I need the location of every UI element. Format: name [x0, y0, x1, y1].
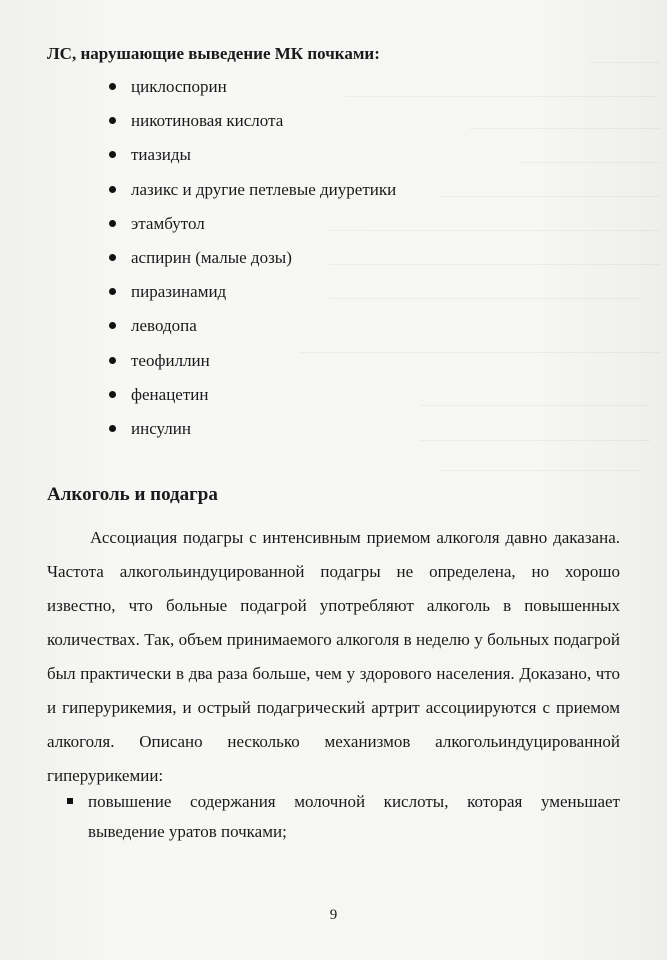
list-item — [107, 280, 396, 314]
bullet-dot-icon — [109, 357, 116, 364]
list-item-text: фенацетин — [131, 384, 209, 404]
list-item — [107, 417, 396, 451]
list-item — [107, 383, 396, 417]
bullet-dot-icon — [109, 254, 116, 261]
bleed-through-line — [420, 440, 650, 441]
bullet-dot-icon — [109, 322, 116, 329]
bullet-dot-icon — [109, 151, 116, 158]
bullet-dot-icon — [109, 391, 116, 398]
list-item — [65, 787, 620, 847]
bleed-through-line — [440, 196, 660, 197]
section-heading: Алкоголь и подагра — [47, 484, 218, 505]
square-bullet-icon — [67, 798, 73, 804]
bleed-through-line — [420, 405, 650, 406]
bleed-through-line — [590, 62, 660, 63]
list-item-text: лазикс и другие петлевые диуретики — [131, 179, 397, 199]
bleed-through-line — [520, 162, 660, 163]
bullet-dot-icon — [109, 288, 116, 295]
list-item-text: инсулин — [131, 418, 191, 438]
list-item-text: пиразинамид — [131, 282, 227, 302]
list-item — [107, 75, 396, 109]
bullet-dot-icon — [109, 425, 116, 432]
list-item-text: никотиновая кислота — [131, 111, 284, 131]
list-item — [107, 246, 396, 280]
bullet-dot-icon — [109, 117, 116, 124]
bullet-dot-icon — [109, 186, 116, 193]
list-item-text: аспирин (малые дозы) — [131, 247, 292, 267]
drugs-list — [107, 75, 396, 451]
list-item — [107, 109, 396, 143]
drugs-section-title: ЛС, нарушающие выведение МК почками: — [47, 44, 380, 63]
bleed-through-line — [470, 128, 660, 129]
list-item — [107, 349, 396, 383]
list-item-text: повышение содержания молочной кислоты, которая уменьшает выведение уратов почками; — [88, 792, 620, 841]
list-item — [107, 178, 396, 212]
body-paragraph: Ассоциация подагры с интенсивным приемом алкоголя давно даказана. Частота алкогольиндуцированной подагры не определена, но хорошо известно, что больные подагрой употребляют алкоголь в повышенных количествах. Так, объем принимаемого алкоголя в неделю у больных подагрой был практически в два раза больше, чем у здорового населения. Доказано, что и гиперурикемия, и острый подагрический артрит ассоциируются с приемом алкоголя. Описано несколько механизмов алкогольиндуцированной гиперурикемии: — [47, 528, 620, 785]
mechanisms-list — [65, 787, 620, 847]
bullet-dot-icon — [109, 220, 116, 227]
list-item — [107, 314, 396, 348]
list-item-text: циклоспорин — [131, 77, 227, 96]
list-item — [107, 143, 396, 177]
list-item-text: этамбутол — [131, 213, 205, 233]
page-number: 9 — [329, 907, 338, 923]
list-item-text: тиазиды — [131, 145, 191, 165]
list-item-text: леводопа — [131, 316, 197, 336]
bullet-dot-icon — [109, 83, 116, 90]
bleed-through-line — [440, 470, 640, 471]
list-item-text: теофиллин — [131, 350, 210, 370]
list-item — [107, 212, 396, 246]
